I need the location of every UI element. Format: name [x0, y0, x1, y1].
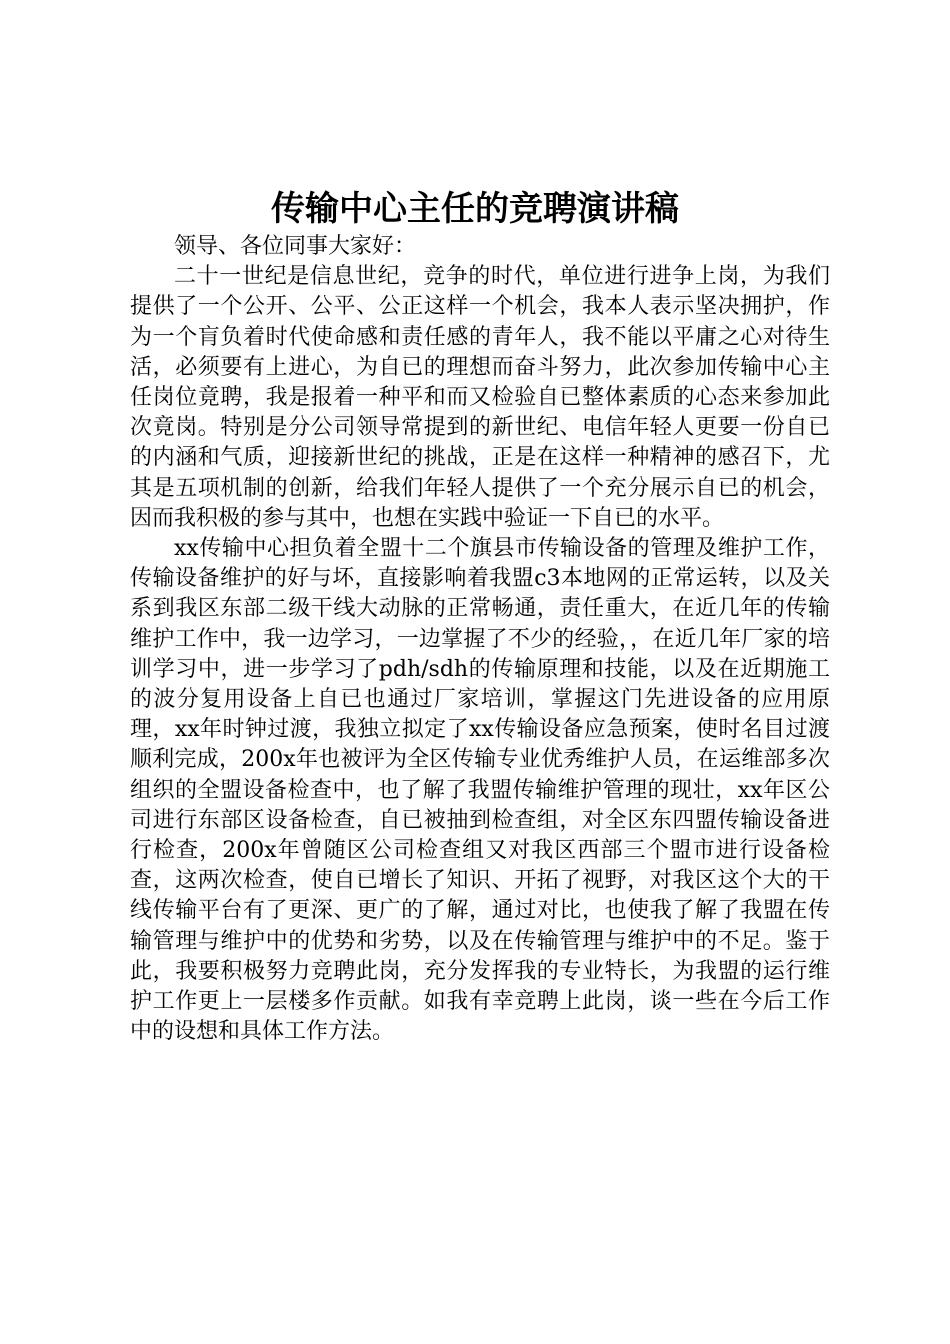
document-body — [130, 232, 830, 1047]
salutation: 领导、各位同事大家好： — [174, 234, 417, 259]
paragraph: 二十一世纪是信息世纪，竞争的时代，单位进行进争上岗，为我们提供了一个公开、公平、公正这样一个机会，我本人表示坚决拥护，作为一个肓负着时代使命感和责任感的青年人，我不能以平庸之心对待生活，必须要有上进心，为自已的理想而奋斗努力，此次参加传输中心主任岗位竟聘，我是报着一种平和而又检验自已整体素质的心态来参加此次竟岗。特别是分公司领导常提到的新世纪、电信年轻人更要一份自已的内涵和气质，迎接新世纪的挑战，正是在这样一种精神的感召下，尤其是五项机制的创新，给我们年轻人提供了一个充分展示自已的机会，因而我积极的参与其中，也想在实践中验证一下自已的水平。 — [130, 264, 830, 531]
document-title: 传输中心主任的竞聘演讲稿 — [271, 189, 679, 229]
paragraph: xx传输中心担负着全盟十二个旗县市传输设备的管理及维护工作，传输设备维护的好与坏，直接影响着我盟c3本地网的正常运转，以及关系到我区东部二级干线大动脉的正常畅通，责任重大，在近几年的传输维护工作中，我一边学习，一边掌握了不少的经验，，在近几年厂家的培训学习中，进一步学习了pdh/sdh的传输原理和技能，以及在近期施工的波分复用设备上自已也通过厂家培训，掌握这门先进设备的应用原理，xx年时钟过渡，我独立拟定了xx传输设备应急预案，使时名目过渡顺利完成，200x年也被评为全区传输专业优秀维护人员，在运维部多次组织的全盟设备检查中，也了解了我盟传输维护管理的现壮，xx年区公司进行东部区设备检查，自已被抽到检查组，对全区东四盟传输设备进行检查，200x年曾随区公司检查组又对我区西部三个盟市进行设备检查，这两次检查，使自已增长了知识、开拓了视野，对我区这个大的干线传输平台有了更深、更广的了解，通过对比，也使我了解了我盟在传输管理与维护中的优势和劣势，以及在传输管理与维护中的不足。鉴于此，我要积极努力竞聘此岗，充分发挥我的专业特长，为我盟的运行维护工作更上一层楼多作贡献。如我有幸竞聘上此岗，谈一些在今后工作中的设想和具体工作方法。 — [130, 536, 830, 1045]
